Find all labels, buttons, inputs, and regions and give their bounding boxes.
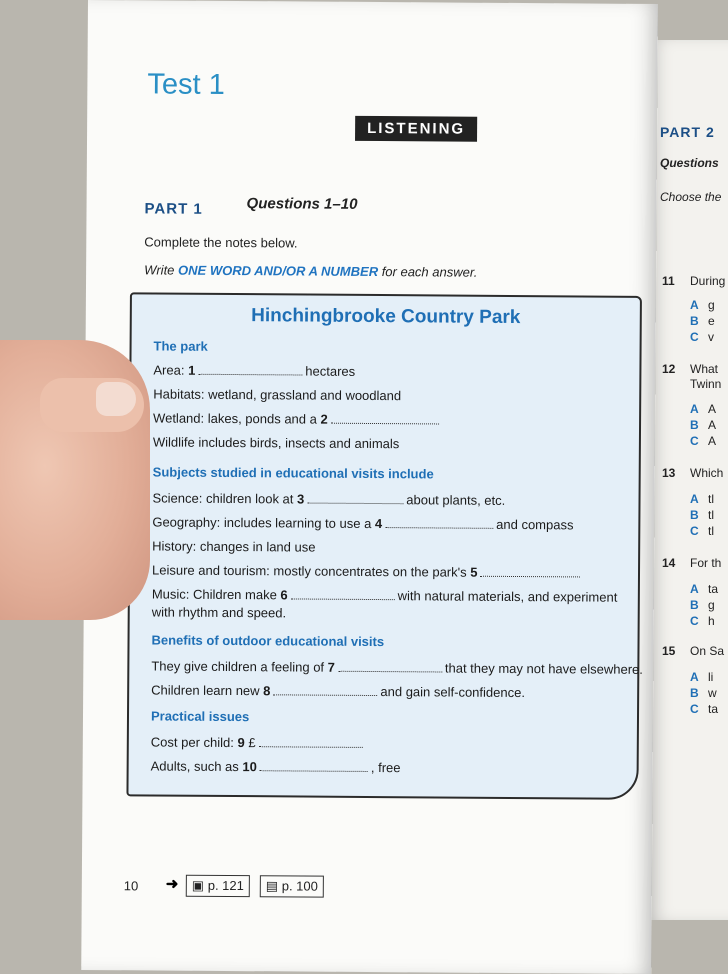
q11-option-a: A [690,298,699,312]
question-number-9: 9 [237,735,245,751]
q15-option-a: A [690,670,699,684]
question-number-1: 1 [188,362,196,378]
q13-option-c-text: tl [708,524,714,538]
note-area [153,362,355,378]
note-area-unit: hectares [305,363,356,379]
answer-blank-2[interactable] [331,413,439,425]
note-adults [151,758,401,775]
answer-blank-8[interactable] [273,684,377,696]
question-number-5: 5 [470,564,478,580]
q15-number: 15 [662,644,676,658]
q14-number: 14 [662,556,676,570]
question-number-8: 8 [263,683,271,699]
question-number-2: 2 [320,411,328,427]
q14-option-c: C [690,614,699,628]
part-label: PART 1 [144,200,203,218]
transcript-icon: ▤ [265,878,279,894]
instruction-write-emphasis: ONE WORD AND/OR A NUMBER [178,262,379,280]
note-music-tail: with natural materials, and experiment [397,588,618,605]
section-tag: LISTENING [355,116,477,142]
note-cost-label: Cost per child: [150,734,238,751]
q13-option-b: B [690,508,699,522]
answer-key-reference [186,875,250,897]
q12-option-a: A [690,402,699,416]
note-habitats: Habitats: wetland, grassland and woodland [153,386,402,404]
q13-option-c: C [690,524,699,538]
q14-option-a: A [690,582,699,596]
q14-option-c-text: h [708,614,715,628]
q11-option-c-text: v [708,330,714,344]
q12-option-b-text: A [708,418,717,432]
q13-text: Which [690,466,724,480]
answer-blank-10[interactable] [260,760,368,772]
answer-key-page: p. 121 [207,877,244,894]
note-leisure [152,562,584,580]
question-number-3: 3 [297,491,305,507]
note-geography-tail: and compass [496,516,574,533]
answer-blank-7[interactable] [338,661,442,673]
heading-park: The park [153,338,208,354]
instruction-write-suffix: for each answer. [378,264,478,280]
question-number-4: 4 [374,516,383,532]
notes-box [126,292,642,800]
note-area-label: Area: [153,362,189,378]
right-choose-instruction: Choose the [660,190,722,204]
q12-option-b: B [690,418,699,432]
answer-blank-4[interactable] [385,517,493,529]
q13-number: 13 [662,466,676,480]
note-adults-label: Adults, such as [150,758,243,775]
transcript-reference [260,875,324,897]
q11-text: During [690,274,726,288]
thumbnail [96,382,136,416]
q11-option-b: B [690,314,699,328]
note-music-label: Music: Children make [151,586,281,603]
note-music-line2: with rhythm and speed. [151,604,287,621]
q13-option-b-text: tl [708,508,714,522]
note-feeling-tail: that they may not have elsewhere. [444,660,643,677]
q15-option-b: B [690,686,699,700]
notes-title: Hinchingbrooke Country Park [251,305,521,329]
note-cost-currency: £ [244,735,256,751]
answer-blank-1[interactable] [198,364,302,376]
q15-text: On Sa [690,644,725,658]
q12-option-a-text: A [708,402,717,416]
instruction-write-prefix: Write [144,262,179,278]
q12-text: What [690,362,719,376]
q12-number: 12 [662,362,676,376]
instruction-complete: Complete the notes below. [144,234,298,251]
note-wildlife: Wildlife includes birds, insects and animals [152,434,400,452]
q15-option-b-text: w [708,686,717,700]
note-learn-label: Children learn new [151,682,264,699]
q12-option-c-text: A [708,434,717,448]
note-geography [152,514,573,532]
q15-option-c: C [690,702,699,716]
q12-text-line2: Twinn [690,377,722,391]
q11-option-a-text: g [708,298,715,312]
right-part-label: PART 2 [660,124,715,140]
note-cost [151,734,366,750]
note-history: History: changes in land use [152,538,316,555]
answer-blank-5[interactable] [480,566,580,578]
answer-blank-9[interactable] [259,736,363,748]
note-adults-tail: , free [370,759,401,776]
book-page [81,0,658,974]
transcript-page: p. 100 [281,878,318,894]
heading-subjects: Subjects studied in educational visits include [152,464,434,482]
q14-option-b-text: g [708,598,715,612]
right-questions-label: Questions [660,156,719,170]
question-number-7: 7 [327,659,335,675]
note-science-tail: about plants, etc. [406,492,506,508]
arrow-right-icon: ➜ [165,875,179,893]
note-wetland [153,410,442,427]
q13-option-a: A [690,492,699,506]
heading-benefits: Benefits of outdoor educational visits [151,632,385,650]
q14-text: For th [690,556,722,570]
answer-blank-3[interactable] [307,493,403,505]
q13-option-a-text: tl [708,492,714,506]
q11-option-b-text: e [708,314,715,328]
right-page [650,40,728,920]
questions-label: Questions 1–10 [246,195,358,213]
note-science-label: Science: children look at [152,490,298,507]
q15-option-c-text: ta [708,702,719,716]
q11-option-c: C [690,330,699,344]
q14-option-a-text: ta [708,582,719,596]
question-number-10: 10 [242,759,257,775]
note-learn [151,682,525,700]
note-music [152,586,618,604]
page-number: 10 [123,878,139,894]
note-science [152,490,505,507]
test-title: Test 1 [147,68,225,101]
heading-practical: Practical issues [150,708,250,725]
note-wetland-label: Wetland: lakes, ponds and a [153,410,321,427]
note-feeling-label: They give children a feeling of [151,658,328,675]
q15-option-a-text: li [708,670,714,684]
note-geography-label: Geography: includes learning to use a [152,514,375,532]
instruction-write [144,262,477,279]
question-number-6: 6 [280,587,288,603]
q14-option-b: B [690,598,699,612]
note-learn-tail: and gain self-confidence. [380,684,526,701]
answer-key-icon: ▣ [191,877,205,893]
answer-blank-6[interactable] [291,588,395,600]
note-feeling [151,658,643,676]
q11-number: 11 [662,274,675,288]
note-leisure-label: Leisure and tourism: mostly concentrates on the park's [151,562,471,580]
q12-option-c: C [690,434,699,448]
